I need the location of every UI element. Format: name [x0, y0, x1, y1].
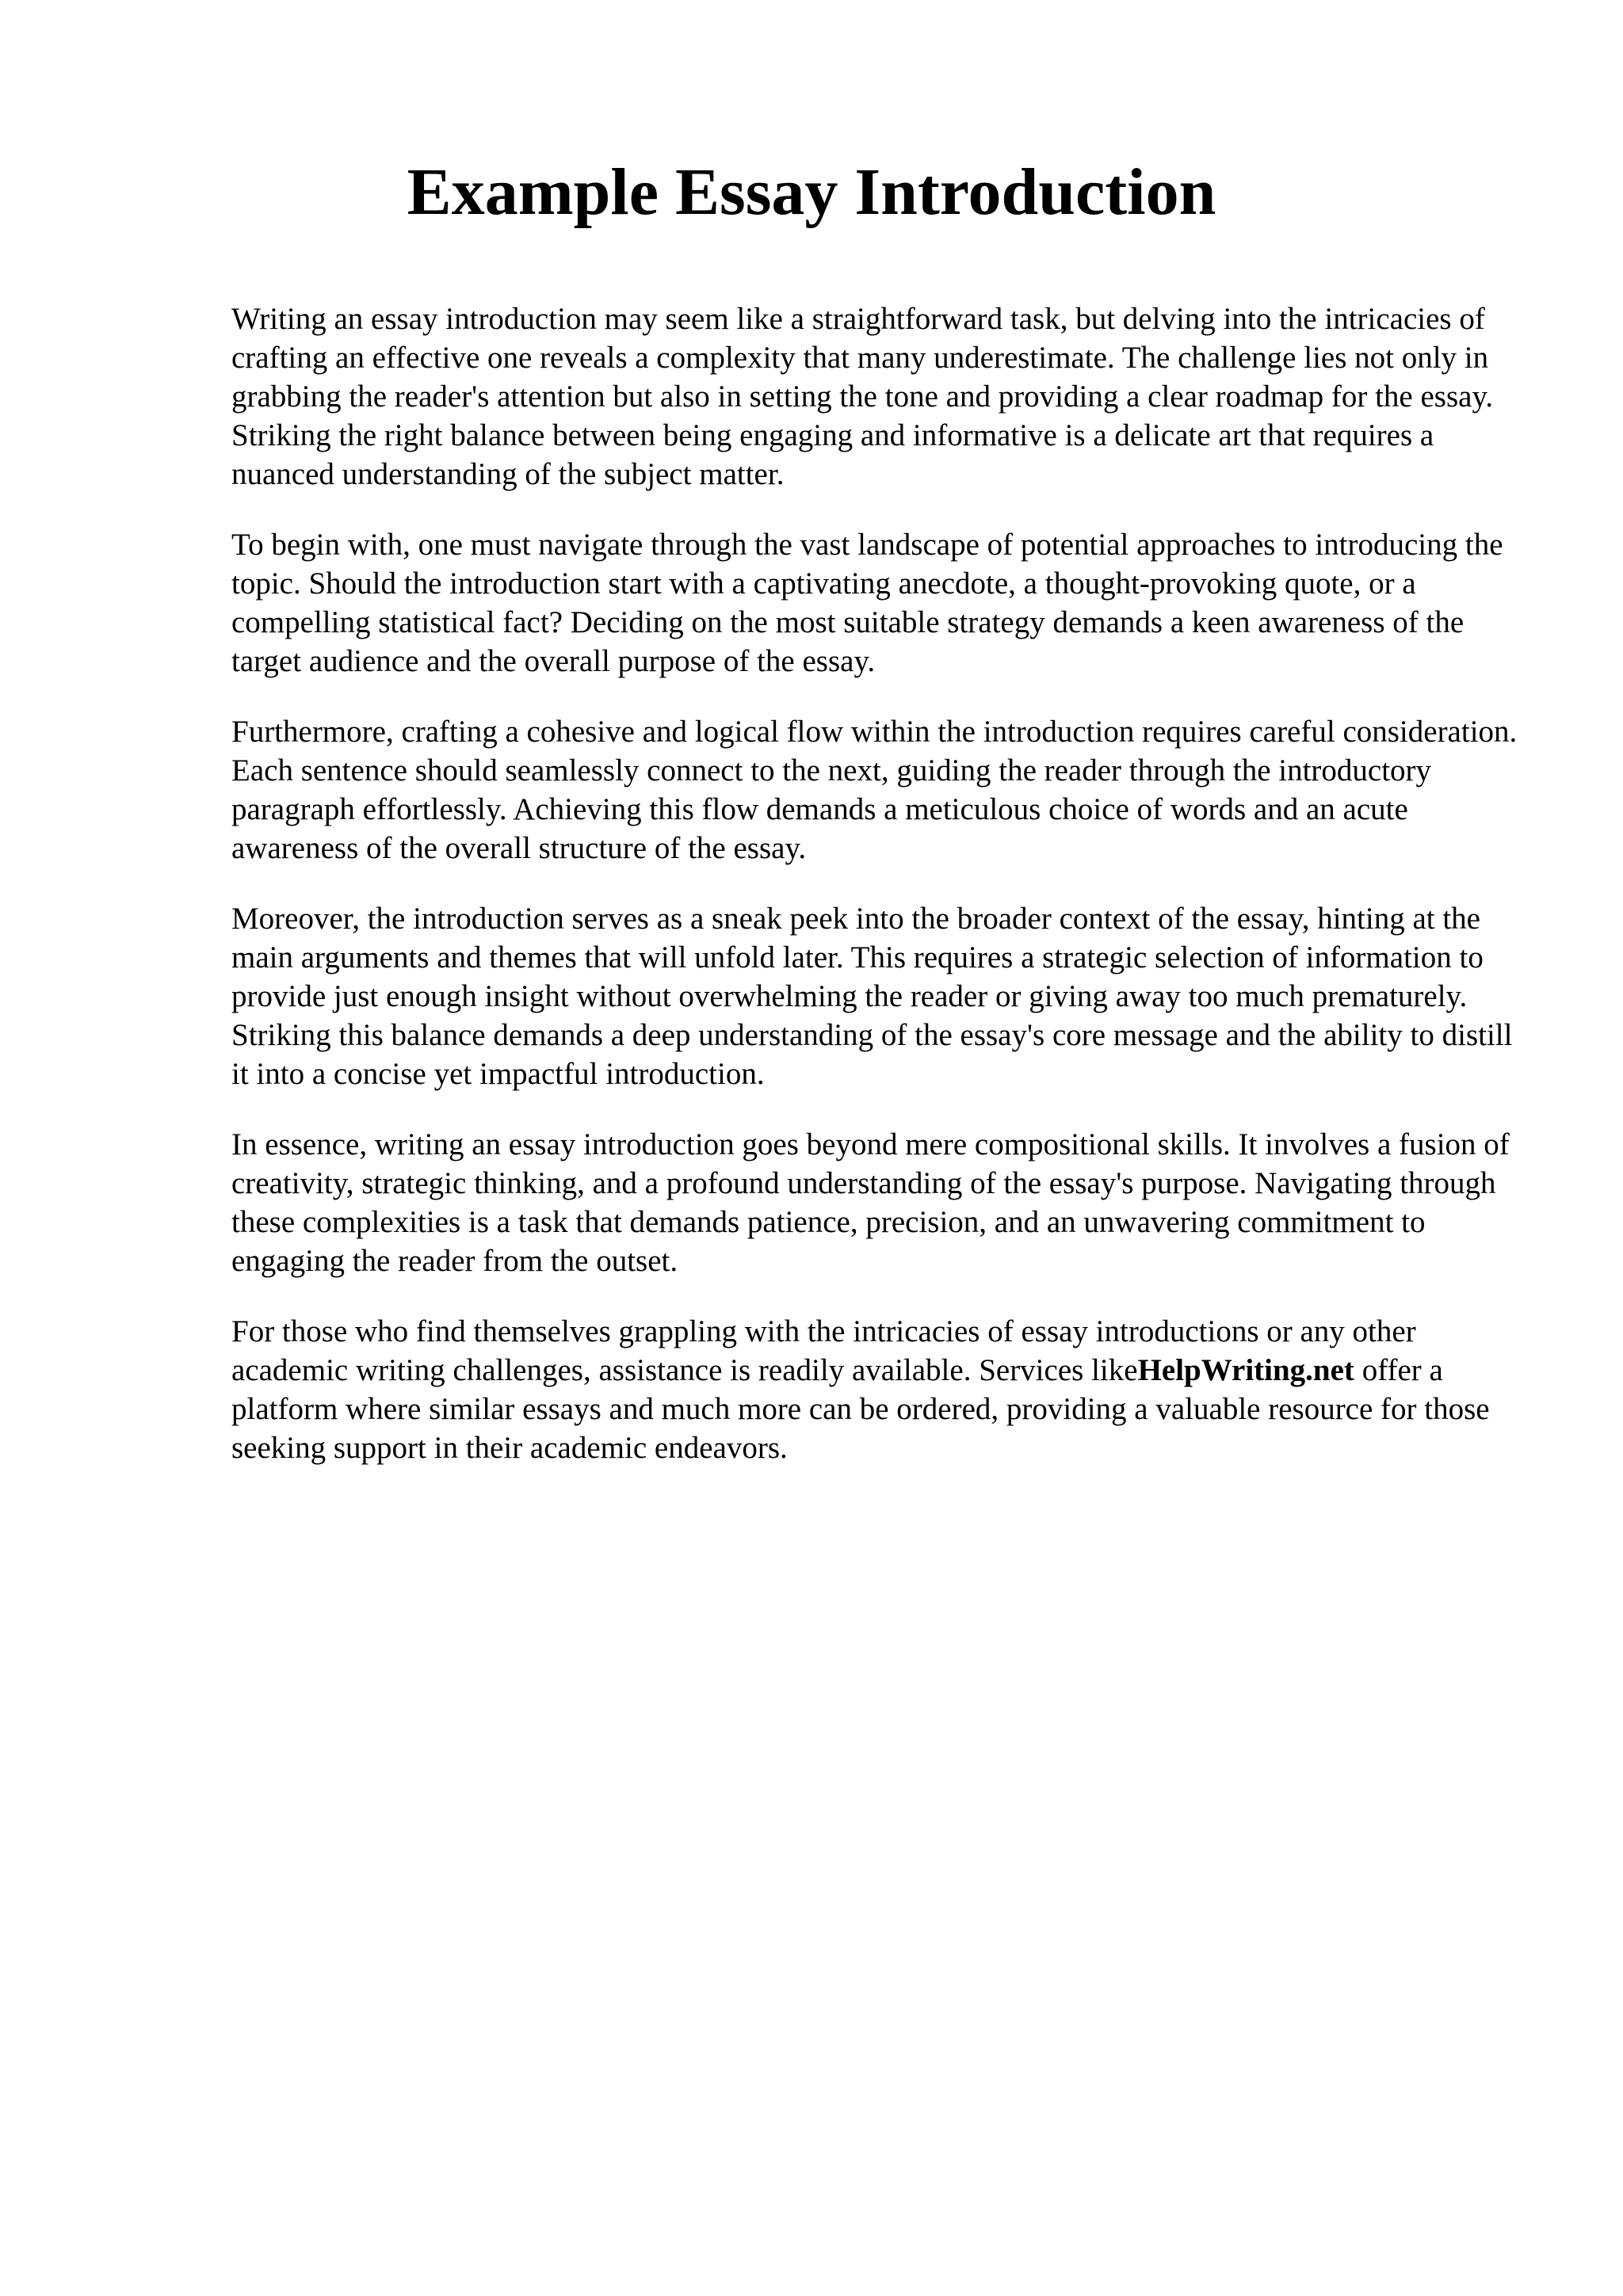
paragraph-6: [231, 1312, 1531, 1467]
paragraph-4: Moreover, the introduction serves as a sneak peek into the broader context of the essay, hinting at the main arguments and themes that will unfold later. This requires a strategic selection of information to provide just enough insight without overwhelming the reader or giving away too much prematurely. Striking this balance demands a deep understanding of the essay's core message and the ability to distill it into a concise yet impactful introduction.: [231, 902, 1513, 1091]
essay-body: [231, 299, 1531, 1499]
paragraph-5: In essence, writing an essay introduction goes beyond mere compositional skills. It involves a fusion of creativity, strategic thinking, and a profound understanding of the essay's purpose. Navigating through these complexities is a task that demands patience, precision, and an unwavering commitment to engaging the reader from the outset.: [231, 1127, 1510, 1278]
paragraph-1: Writing an essay introduction may seem like a straightforward task, but delving into the intricacies of crafting an effective one reveals a complexity that many underestimate. The challenge lies not only in grabbing the reader's attention but also in setting the tone and providing a clear roadmap for the essay. Striking the right balance between being engaging and informative is a delicate art that requires a nuanced understanding of the subject matter.: [231, 302, 1494, 491]
paragraph-2: To begin with, one must navigate through the vast landscape of potential approaches to introducing the topic. Should the introduction start with a captivating anecdote, a thought-provoking quote, or a compelling statistical fact? Deciding on the most suitable strategy demands a keen awareness of the target audience and the overall purpose of the essay.: [231, 528, 1503, 678]
paragraph-6-lead: For those who find themselves grappling with the intricacies of essay introductions or any other academic writing challenges, assistance is readily available. Services like: [231, 1314, 1416, 1387]
paragraph-3: Furthermore, crafting a cohesive and logical flow within the introduction requires careful consideration. Each sentence should seamlessly connect to the next, guiding the reader through the introductory paragraph effortlessly. Achieving this flow demands a meticulous choice of words and an acute awareness of the overall structure of the essay.: [231, 715, 1518, 865]
page-title: Example Essay Introduction: [407, 155, 1216, 229]
paragraph-6-tail: offer a platform where similar essays and much more can be ordered, providing a valuable resource for those seeking support in their academic endeavors.: [231, 1353, 1490, 1465]
service-name: HelpWriting.net: [1137, 1353, 1354, 1387]
